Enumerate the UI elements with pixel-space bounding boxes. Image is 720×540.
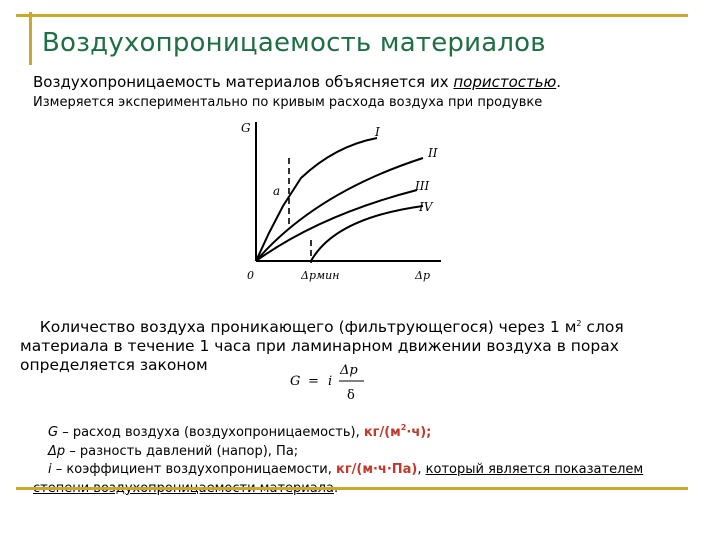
intro-line-2: Измеряется экспериментально по кривым расхода воздуха при продувке: [33, 95, 543, 110]
paragraph-text-1b: слоя: [581, 318, 624, 336]
i-symbol: i: [48, 462, 52, 477]
point-a-label: a: [273, 184, 281, 198]
curve-i-label: I: [375, 125, 380, 139]
title-accent-bar: [29, 12, 32, 65]
top-divider: [16, 14, 688, 17]
airflow-curves-graph: [225, 118, 450, 290]
formula-numerator: Δp: [340, 363, 358, 378]
slide-title: Воздухопроницаемость материалов: [42, 28, 546, 58]
permeability-formula: [282, 356, 382, 410]
curve-iv-label: IV: [419, 200, 433, 214]
g-unit-b: ·ч);: [406, 425, 432, 440]
paragraph-text-1a: Количество воздуха проникающего (фильтрующегося) через 1 м: [39, 318, 577, 336]
paragraph-line-1: [20, 314, 640, 337]
curve-iv: [256, 206, 423, 261]
bottom-divider: [16, 487, 688, 490]
curve-ii-label: II: [428, 146, 438, 160]
definition-i: [33, 461, 693, 480]
x-axis-label: Δp: [415, 269, 430, 282]
g-symbol: G: [48, 425, 59, 440]
origin-label: 0: [247, 269, 254, 282]
formula-denominator: δ: [347, 388, 355, 403]
paragraph-line-3: определяется законом: [20, 356, 208, 374]
i-text: – коэффициент воздухопроницаемости,: [51, 462, 337, 477]
g-text: – расход воздуха (воздухопроницаемость),: [58, 425, 364, 440]
i-unit: кг/(м·ч·Па): [336, 462, 418, 477]
x-min-label: Δpмин: [301, 269, 340, 282]
intro-text: Воздухопроницаемость материалов объясняется их: [33, 73, 454, 91]
dp-symbol: Δp: [48, 443, 66, 459]
formula-lhs: G: [290, 374, 301, 389]
formula-coef: i: [328, 374, 333, 389]
intro-line-1: [33, 73, 561, 91]
intro-end: .: [556, 73, 562, 91]
definition-g: [33, 419, 693, 443]
i-comma: ,: [417, 462, 422, 477]
curve-iii: [256, 190, 417, 261]
paragraph-sup: 2: [576, 319, 582, 328]
formula-eq: =: [308, 374, 319, 389]
g-unit-a: кг/(м: [363, 425, 401, 440]
curve-iii-label: III: [415, 179, 430, 193]
intro-emphasis: пористостью: [453, 73, 557, 91]
y-axis-label: G: [241, 121, 251, 135]
dp-text: – разность давлений (напор), Па;: [65, 443, 299, 459]
paragraph-line-2: материала в течение 1 часа при ламинарном движении воздуха в порах: [20, 337, 619, 355]
g-unit: [364, 425, 432, 440]
definition-dp: [33, 443, 693, 462]
g-unit-sup: 2: [400, 423, 407, 432]
i-tail: который является показателем: [425, 462, 644, 477]
